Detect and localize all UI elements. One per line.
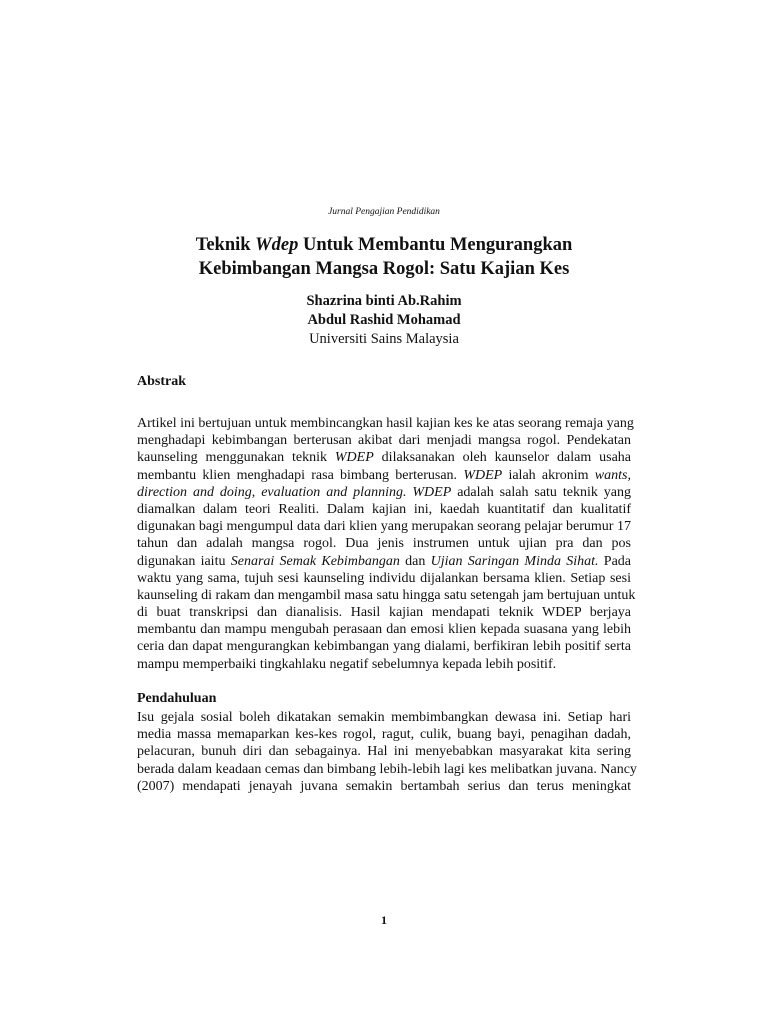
intro-line: Isu gejala sosial boleh dikatakan semakin membimbangkan dewasa ini. Setiap hari (137, 710, 631, 725)
abstract-line: diamalkan dalam teori Realiti. Dalam kajian ini, kaedah kuantitatif dan kualitatif (137, 501, 631, 517)
paper-title (0, 233, 768, 281)
intro-line: pelacuran, bunuh diri dan sebagainya. Hal ini menyebabkan masyarakat kita sering (137, 744, 631, 760)
abstract-line: digunakan bagi mengumpul data dari klien yang merupakan seorang pelajar berumur 17 (137, 519, 631, 535)
abstract-line: membantu dan mampu mengubah perasaan dan emosi klien kepada suasana yang lebih (137, 622, 631, 638)
author-2: Abdul Rashid Mohamad (307, 312, 461, 328)
journal-header: Jurnal Pengajian Pendidikan (328, 207, 440, 217)
abstract-line: mampu memperbaiki tingkahlaku negatif sebelumnya kepada lebih positif. (137, 656, 557, 672)
abstract-line: kaunseling menggunakan teknik WDEP dilaksanakan oleh kaunselor dalam usaha (137, 450, 631, 466)
intro-line: berada dalam keadaan cemas dan bimbang lebih-lebih lagi kes melibatkan juvana. Nancy (137, 761, 637, 777)
abstract-line: digunakan iaitu Senarai Semak Kebimbangan dan Ujian Saringan Minda Sihat. Pada (137, 553, 631, 569)
abstract-line: Artikel ini bertujuan untuk membincangkan hasil kajian kes ke atas seorang remaja yang (137, 416, 634, 431)
intro-line: media massa memaparkan kes-kes rogol, ragut, culik, buang bayi, penagihan dadah, (137, 727, 631, 743)
abstract-line: ceria dan dapat mengurangkan kebimbangan yang dialami, berfikiran lebih positif serta (137, 639, 631, 655)
intro-line: (2007) mendapati jenayah juvana semakin bertambah serius dan terus meningkat (137, 778, 631, 794)
affiliation: Universiti Sains Malaysia (309, 331, 459, 347)
abstract-line: menghadapi kebimbangan berterusan akibat dari menjadi mangsa rogol. Pendekatan (137, 433, 631, 449)
abstract-heading: Abstrak (137, 374, 187, 389)
page-number: 1 (381, 913, 387, 927)
abstract-line: direction and doing, evaluation and planning. WDEP adalah salah satu teknik yang (137, 484, 632, 500)
abstract-body (137, 415, 636, 673)
abstract-line: membantu klien menghadapi rasa bimbang berterusan. WDEP ialah akronim wants, (137, 467, 631, 483)
abstract-line: waktu yang sama, tujuh sesi kaunseling individu dijalankan bersama klien. Setiap sesi (137, 570, 631, 586)
author-block (0, 292, 768, 349)
abstract-line: kaunseling di rakam dan mengambil masa satu hingga satu setengah jam bertujuan untuk (137, 587, 636, 603)
abstract-line: tahun dan adalah mangsa rogol. Dua jenis instrumen untuk ujian pra dan pos (137, 536, 631, 552)
abstract-line: di buat transkripsi dan dianalisis. Hasil kajian mendapati teknik WDEP berjaya (137, 605, 631, 621)
intro-body (137, 709, 637, 795)
title-line-2: Kebimbangan Mangsa Rogol: Satu Kajian Kes (198, 259, 570, 279)
author-1: Shazrina binti Ab.Rahim (306, 293, 462, 309)
title-line-1: Teknik Wdep Untuk Membantu Mengurangkan (195, 235, 573, 255)
intro-heading: Pendahuluan (137, 691, 217, 706)
